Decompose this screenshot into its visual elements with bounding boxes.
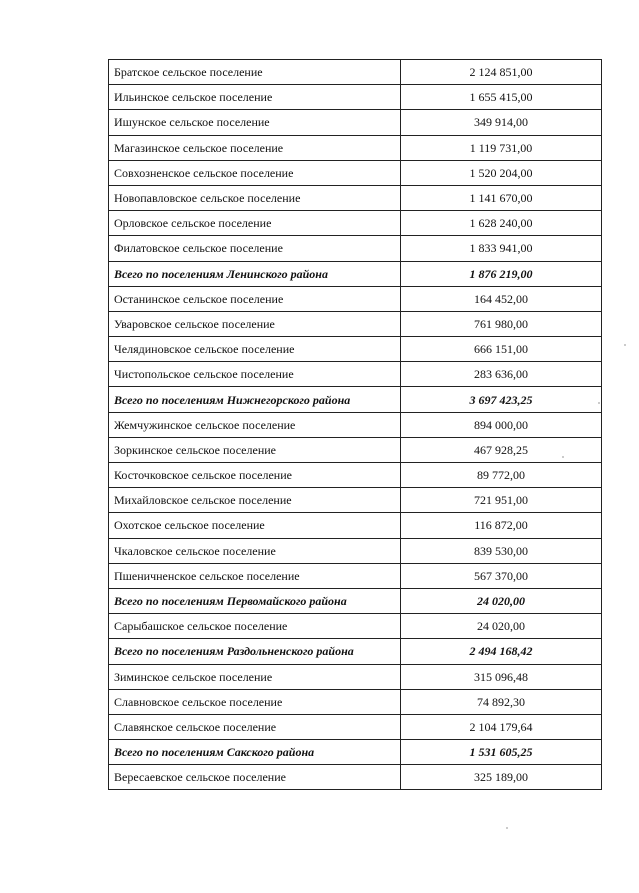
table-row [109, 85, 602, 110]
table-row [109, 185, 602, 210]
settlement-amount: 1 520 204,00 [401, 160, 602, 185]
settlement-amount: 315 096,48 [401, 664, 602, 689]
district-total-amount: 1 876 219,00 [401, 261, 602, 286]
table-row [109, 160, 602, 185]
settlement-name: Новопавловское сельское поселение [109, 185, 401, 210]
settlement-name: Жемчужинское сельское поселение [109, 412, 401, 437]
table-total-row [109, 261, 602, 286]
table-row [109, 135, 602, 160]
table-total-row [109, 740, 602, 765]
table-row [109, 765, 602, 790]
settlement-amount: 1 141 670,00 [401, 185, 602, 210]
table-row [109, 412, 602, 437]
table-row [109, 513, 602, 538]
settlement-name: Орловское сельское поселение [109, 211, 401, 236]
settlement-amount: 74 892,30 [401, 689, 602, 714]
settlement-name: Славновское сельское поселение [109, 689, 401, 714]
settlement-name: Зоркинское сельское поселение [109, 437, 401, 462]
table-body [109, 60, 602, 790]
settlement-amount: 325 189,00 [401, 765, 602, 790]
settlement-amount: 283 636,00 [401, 362, 602, 387]
settlement-name: Совхозненское сельское поселение [109, 160, 401, 185]
settlement-amount: 839 530,00 [401, 538, 602, 563]
settlement-name: Ильинское сельское поселение [109, 85, 401, 110]
settlement-name: Ишунское сельское поселение [109, 110, 401, 135]
table-row [109, 714, 602, 739]
district-total-amount: 24 020,00 [401, 588, 602, 613]
scan-speck [598, 402, 600, 404]
settlement-amount: 2 104 179,64 [401, 714, 602, 739]
table-total-row [109, 387, 602, 412]
table-row [109, 286, 602, 311]
table-row [109, 538, 602, 563]
table-row [109, 110, 602, 135]
settlements-budget-table [108, 59, 602, 790]
table-row [109, 488, 602, 513]
table-row [109, 311, 602, 336]
table-row [109, 689, 602, 714]
table-row [109, 563, 602, 588]
settlement-amount: 1 628 240,00 [401, 211, 602, 236]
table-row [109, 60, 602, 85]
settlement-name: Славянское сельское поселение [109, 714, 401, 739]
settlement-amount: 467 928,25 [401, 437, 602, 462]
district-total-amount: 1 531 605,25 [401, 740, 602, 765]
settlement-amount: 24 020,00 [401, 614, 602, 639]
table-row [109, 211, 602, 236]
scan-speck [562, 456, 564, 458]
table-row [109, 664, 602, 689]
settlement-amount: 721 951,00 [401, 488, 602, 513]
district-total-amount: 3 697 423,25 [401, 387, 602, 412]
district-total-amount: 2 494 168,42 [401, 639, 602, 664]
table-total-row [109, 588, 602, 613]
settlement-amount: 761 980,00 [401, 311, 602, 336]
district-total-label: Всего по поселениям Раздольненского района [109, 639, 401, 664]
table-total-row [109, 639, 602, 664]
settlement-amount: 894 000,00 [401, 412, 602, 437]
settlement-name: Чкаловское сельское поселение [109, 538, 401, 563]
table-row [109, 614, 602, 639]
settlement-amount: 1 119 731,00 [401, 135, 602, 160]
settlement-name: Пшеничненское сельское поселение [109, 563, 401, 588]
table-row [109, 337, 602, 362]
settlement-name: Вересаевское сельское поселение [109, 765, 401, 790]
settlement-amount: 1 833 941,00 [401, 236, 602, 261]
settlement-amount: 567 370,00 [401, 563, 602, 588]
table-row [109, 463, 602, 488]
table-row [109, 362, 602, 387]
district-total-label: Всего по поселениям Нижнегорского района [109, 387, 401, 412]
settlement-amount: 89 772,00 [401, 463, 602, 488]
district-total-label: Всего по поселениям Сакского района [109, 740, 401, 765]
scan-speck [506, 827, 508, 829]
settlement-name: Братское сельское поселение [109, 60, 401, 85]
scan-speck [624, 344, 626, 346]
settlement-name: Сарыбашское сельское поселение [109, 614, 401, 639]
settlement-name: Останинское сельское поселение [109, 286, 401, 311]
settlement-name: Филатовское сельское поселение [109, 236, 401, 261]
settlement-name: Михайловское сельское поселение [109, 488, 401, 513]
settlement-name: Охотское сельское поселение [109, 513, 401, 538]
settlement-amount: 116 872,00 [401, 513, 602, 538]
table-row [109, 236, 602, 261]
settlement-amount: 164 452,00 [401, 286, 602, 311]
settlement-name: Зиминское сельское поселение [109, 664, 401, 689]
settlement-name: Челядиновское сельское поселение [109, 337, 401, 362]
district-total-label: Всего по поселениям Ленинского района [109, 261, 401, 286]
settlement-name: Чистопольское сельское поселение [109, 362, 401, 387]
settlement-amount: 666 151,00 [401, 337, 602, 362]
settlement-amount: 1 655 415,00 [401, 85, 602, 110]
settlement-name: Косточковское сельское поселение [109, 463, 401, 488]
table-row [109, 437, 602, 462]
settlement-amount: 2 124 851,00 [401, 60, 602, 85]
district-total-label: Всего по поселениям Первомайского района [109, 588, 401, 613]
settlement-name: Магазинское сельское поселение [109, 135, 401, 160]
settlement-name: Уваровское сельское поселение [109, 311, 401, 336]
settlement-amount: 349 914,00 [401, 110, 602, 135]
